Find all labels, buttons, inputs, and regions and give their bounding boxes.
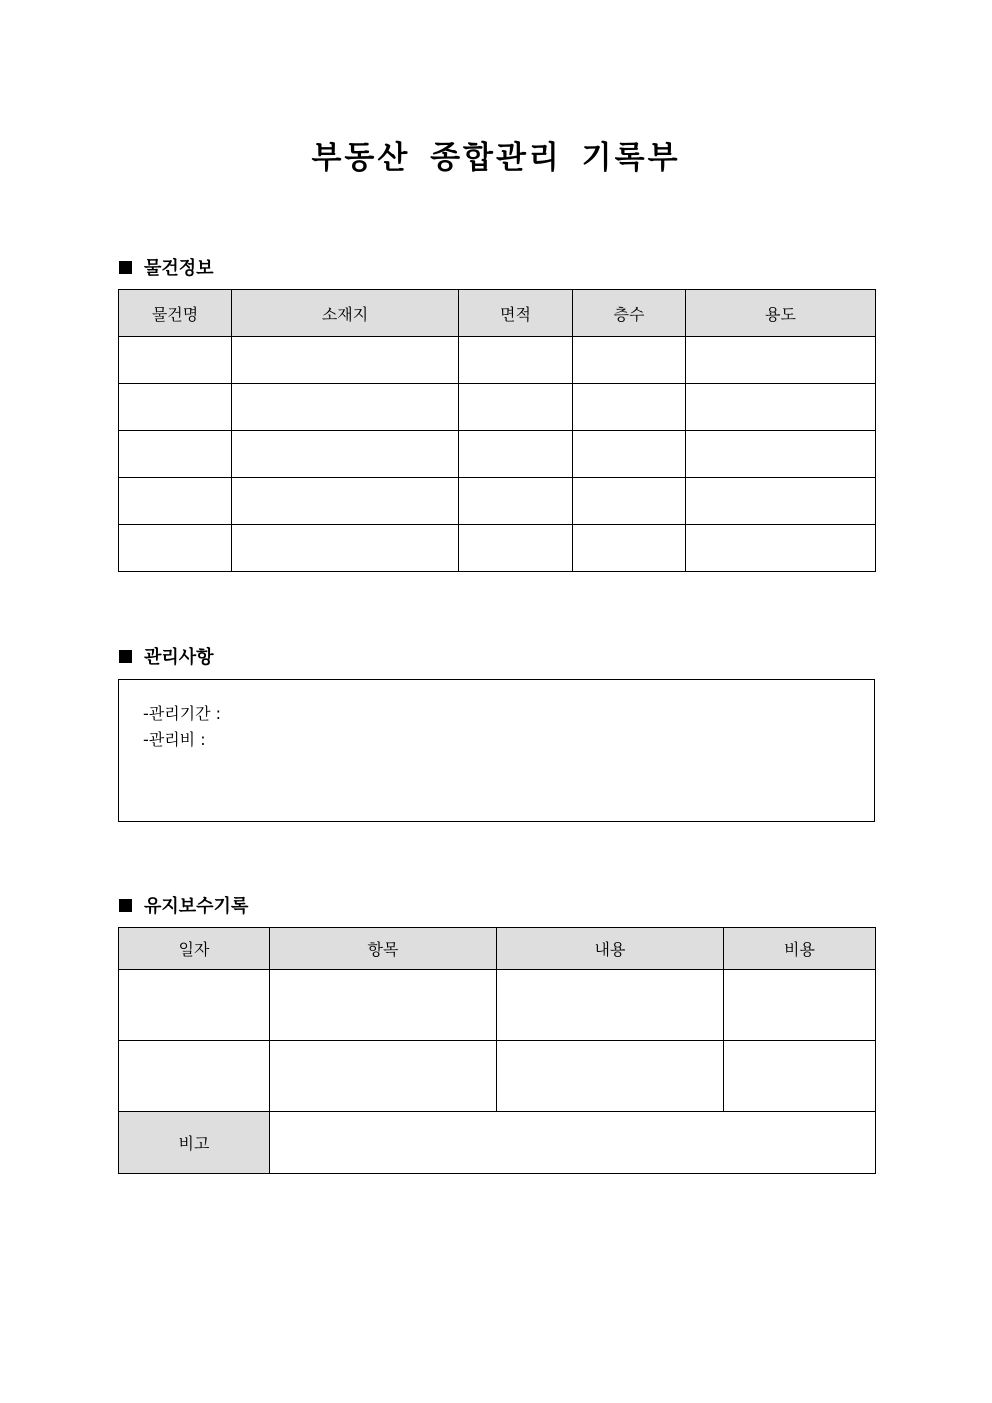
location-cell[interactable] [232,431,459,478]
usage-cell[interactable] [686,478,876,525]
property-name-cell[interactable] [119,431,232,478]
table-row [119,1041,876,1112]
square-bullet-icon [119,261,132,274]
management-fee-label: -관리비 : [143,730,206,749]
management-period-label: -관리기간 : [143,704,222,723]
management-section-heading [119,643,214,669]
management-section-title: 관리사항 [144,647,214,668]
table-row [119,431,876,478]
property-table [118,289,876,572]
usage-cell[interactable] [686,431,876,478]
date-cell[interactable] [119,1041,270,1112]
header-usage: 용도 [686,290,876,337]
document-title: 부동산 종합관리 기록부 [311,140,681,176]
item-cell[interactable] [270,970,497,1041]
area-cell[interactable] [459,525,573,572]
property-name-cell[interactable] [119,525,232,572]
area-cell[interactable] [459,431,573,478]
header-cost: 비용 [724,928,876,970]
property-name-cell[interactable] [119,337,232,384]
maintenance-section-title: 유지보수기록 [144,896,249,917]
remark-label: 비고 [119,1112,270,1174]
area-cell[interactable] [459,337,573,384]
table-row [119,525,876,572]
square-bullet-icon [119,650,132,663]
area-cell[interactable] [459,384,573,431]
location-cell[interactable] [232,525,459,572]
floors-cell[interactable] [573,478,686,525]
maintenance-table [118,927,876,1174]
location-cell[interactable] [232,478,459,525]
location-cell[interactable] [232,337,459,384]
header-location: 소재지 [232,290,459,337]
usage-cell[interactable] [686,525,876,572]
area-cell[interactable] [459,478,573,525]
maintenance-section-heading [119,892,248,918]
table-row [119,970,876,1041]
table-row [119,384,876,431]
location-cell[interactable] [232,384,459,431]
square-bullet-icon [119,899,132,912]
header-date: 일자 [119,928,270,970]
remark-cell[interactable] [270,1112,876,1174]
property-header-row [119,290,876,337]
floors-cell[interactable] [573,384,686,431]
content-cell[interactable] [497,1041,724,1112]
cost-cell[interactable] [724,970,876,1041]
floors-cell[interactable] [573,525,686,572]
usage-cell[interactable] [686,384,876,431]
header-property-name: 물건명 [119,290,232,337]
item-cell[interactable] [270,1041,497,1112]
floors-cell[interactable] [573,337,686,384]
property-section-heading [119,254,214,280]
header-area: 면적 [459,290,573,337]
table-row [119,478,876,525]
property-section-title: 물건정보 [144,258,214,279]
property-name-cell[interactable] [119,384,232,431]
management-box[interactable] [118,679,875,822]
header-item: 항목 [270,928,497,970]
header-floors: 층수 [573,290,686,337]
usage-cell[interactable] [686,337,876,384]
content-cell[interactable] [497,970,724,1041]
maintenance-header-row [119,928,876,970]
property-name-cell[interactable] [119,478,232,525]
remark-row [119,1112,876,1174]
cost-cell[interactable] [724,1041,876,1112]
header-content: 내용 [497,928,724,970]
table-row [119,337,876,384]
floors-cell[interactable] [573,431,686,478]
date-cell[interactable] [119,970,270,1041]
